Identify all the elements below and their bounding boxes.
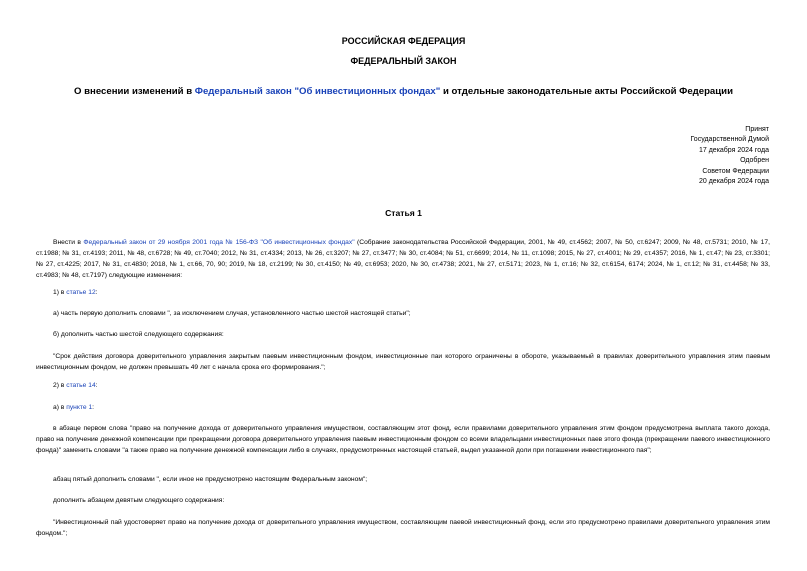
item-2a	[36, 402, 770, 413]
quoted-text-1: "Срок действия договора доверительного управления закрытым паевым инвестиционным фондом, инвестиционные паи которого ограничены в обороте, указываемый в правилах доверительного управления этим паевым инвестиционным фондом, не должен превышать 49 лет с начала срока его формирования.";	[36, 353, 770, 371]
article-14-link[interactable]: статье 14	[66, 382, 96, 389]
item-1a: а) часть первую дополнить словами ", за исключением случая, установленного частью шестой настоящей статьи";	[53, 310, 411, 317]
paragraph-abzac-1: в абзаце первом слова "право на получение дохода от доверительного управления имуществом, составляющим этот фонд, если правилами доверительного управления этим фондом предусмотрена выплата такого дохода, право на получение денежной компенсации при прекращении договора доверительного управления паевым инвестиционным фондом со всеми владельцами инвестиционных паев этого фонда (прекращении паевого инвестиционного фонда)" заменить словами "а также право на получение денежной компенсации либо в случаях, предусмотренных настоящей статьей, выдел указанной доли при погашении инвестиционного пая";	[36, 425, 770, 454]
item-2-suffix: :	[95, 382, 98, 389]
article-12-link[interactable]: статье 12	[66, 289, 96, 296]
item-2-prefix: 2) в	[53, 382, 67, 389]
paragraph-abzac-5: абзац пятый дополнить словами ", если иное не предусмотрено настоящим Федеральным законом";	[53, 476, 368, 483]
law-title-suffix: и отдельные законодательные акты Российской Федерации	[440, 86, 733, 97]
paragraph-add-9: дополнить абзацем девятым следующего содержания:	[53, 497, 225, 504]
article-heading: Статья 1	[385, 208, 422, 218]
adoption-line: 17 декабря 2024 года	[698, 146, 769, 154]
law-type-heading: ФЕДЕРАЛЬНЫЙ ЗАКОН	[350, 56, 457, 66]
law-title-prefix: О внесении изменений в	[74, 86, 195, 97]
adoption-line: Советом Федерации	[702, 167, 769, 175]
quoted-text-2: "Инвестиционный пай удостоверяет право на получение дохода от доверительного управления имуществом, составляющим паевой инвестиционный фонд, если это предусмотрено правилами доверительного управления этим фондом.";	[36, 519, 770, 537]
item-2a-suffix: :	[92, 404, 95, 411]
law-title-link[interactable]: Федеральный закон "Об инвестиционных фондах"	[194, 86, 441, 97]
item-2	[36, 380, 770, 391]
adoption-block	[690, 125, 769, 187]
item-1-suffix: :	[95, 289, 98, 296]
country-heading: РОССИЙСКАЯ ФЕДЕРАЦИЯ	[341, 36, 466, 46]
adoption-line: Государственной Думой	[690, 136, 769, 144]
law-title	[0, 86, 807, 97]
adoption-line: Одобрен	[740, 157, 769, 165]
item-1-prefix: 1) в	[53, 289, 67, 296]
item-2a-prefix: а) в	[53, 404, 67, 411]
intro-suffix: (Собрание законодательства Российской Федерации, 2001, № 49, ст.4562; 2007, № 50, ст.6247; 2009, № 48, ст.5731; 2010, № 17, ст.1988; № 31, ст.4193; 2011, № 48, ст.6728; № 49, ст.7040; 2012, № 31, ст.4334; 2013, № 26, ст.3207; № 27, ст.3477; № 30, ст.4084; № 51, ст.6699; 2014, № 11, ст.1098; 2015, № 27, ст.4001; № 29, ст.4357; 2016, № 1, ст.47; № 23, ст.3301; № 27, ст.4225; 2017, № 31, ст.4830; 2018, № 1, ст.66, 70, 90; 2019, № 18, ст.2199; № 30, ст.4150; № 49, ст.6953; 2020, № 30, ст.4738; 2021, № 27, ст.5171; 2023, № 1, ст.16; № 32, ст.6154, 6174; 2024, № 1, ст.12; № 31, ст.4458; № 33, ст.4983; № 48, ст.7197) следующие изменения:	[36, 239, 770, 279]
law-link[interactable]: Федеральный закон от 29 ноября 2001 года № 156-ФЗ "Об инвестиционных фондах"	[83, 239, 355, 246]
item-1b: б) дополнить частью шестой следующего содержания:	[53, 331, 224, 338]
intro-prefix: Внести в	[53, 239, 84, 246]
intro-paragraph	[36, 237, 770, 281]
clause-1-link[interactable]: пункте 1	[66, 404, 93, 411]
adoption-line: 20 декабря 2024 года	[698, 178, 769, 186]
item-1	[36, 287, 770, 298]
adoption-line: Принят	[745, 126, 769, 133]
